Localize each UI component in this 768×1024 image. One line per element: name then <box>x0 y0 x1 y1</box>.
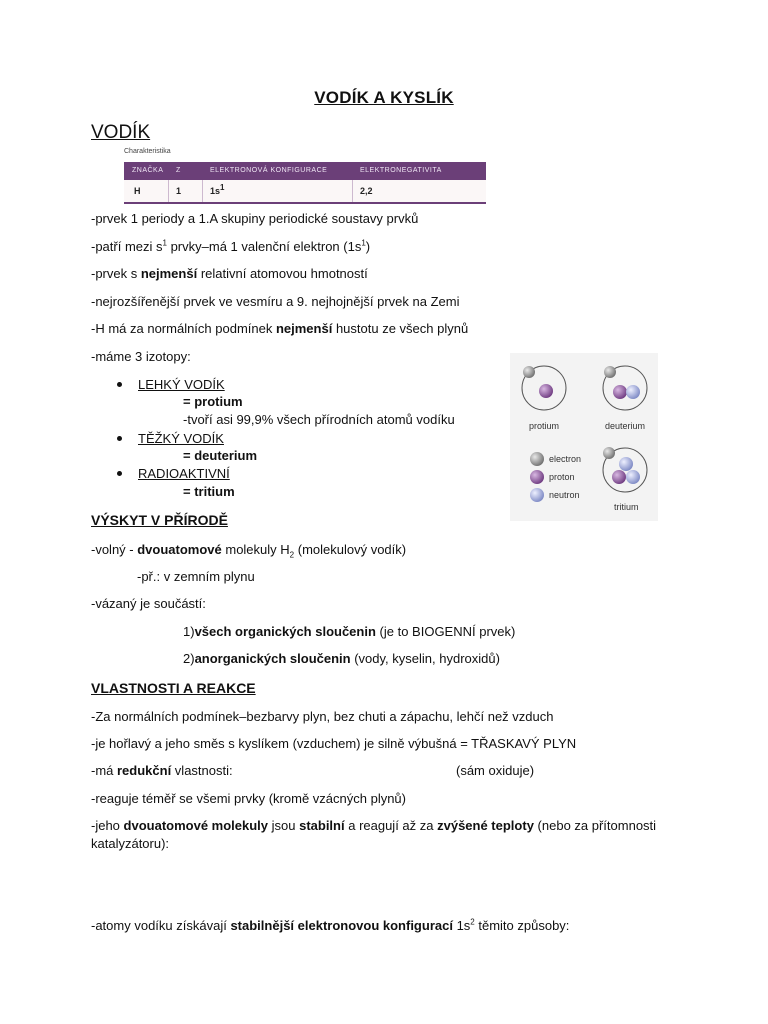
isotope-alias: = deuterium <box>183 448 258 463</box>
text-line: -volný - dvouatomové molekuly $H_2$ (molekulový vodík) <box>91 542 407 560</box>
legend-proton-swatch <box>530 470 544 484</box>
characteristics-table <box>120 146 486 206</box>
text-line: -je hořlavý a jeho směs s kyslíkem (vzduchem) je silně výbušná = TŘASKAVÝ PLYN <box>91 736 577 751</box>
table-caption: Charakteristika <box>124 148 171 155</box>
neutron-deuterium <box>626 385 640 399</box>
proton-deuterium <box>613 385 627 399</box>
isotope-name: RADIOAKTIVNÍ <box>138 466 230 481</box>
proton-protium <box>539 384 553 398</box>
text-line: -má redukční vlastnosti: <box>91 763 233 778</box>
text-line: 1)všech organických sloučenin (je to BIOGENNÍ prvek) <box>183 624 516 639</box>
isotope-name: LEHKÝ VODÍK <box>138 377 225 392</box>
table-cell-config: $1s^1$ <box>210 183 225 196</box>
table-header-cell: Z <box>176 167 181 174</box>
isotopes-diagram <box>510 353 658 521</box>
text-line: -H má za normálních podmínek nejmenší hustotu ze všech plynů <box>91 321 469 336</box>
label-protium: protium <box>529 421 560 431</box>
legend-neutron: neutron <box>549 490 580 500</box>
section-heading-vodik: VODÍK <box>91 122 151 143</box>
text-line: -př.: v zemním plynu <box>137 569 255 584</box>
text-line: -máme 3 izotopy: <box>91 349 191 364</box>
text-line: -vázaný je součástí: <box>91 596 206 611</box>
table-cell-electronegativity: 2,2 <box>360 186 373 196</box>
section-heading-occurrence: VÝSKYT V PŘÍRODĚ <box>91 512 228 528</box>
text-line: (sám oxiduje) <box>456 763 535 778</box>
isotope-alias: = tritium <box>183 484 235 499</box>
text-line: -Za normálních podmínek–bezbarvy plyn, bez chuti a zápachu, lehčí než vzduch <box>91 709 554 724</box>
label-tritium: tritium <box>614 502 639 512</box>
section-heading-properties: VLASTNOSTI A REAKCE <box>91 680 256 696</box>
table-header-cell: ELEKTRONEGATIVITA <box>360 167 442 174</box>
table-header-cell: ZNAČKA <box>132 167 164 174</box>
electron-protium <box>523 366 535 378</box>
legend-electron: electron <box>549 454 582 464</box>
bullet-icon <box>117 436 122 441</box>
table-cell-z: 1 <box>176 186 182 196</box>
legend-neutron-swatch <box>530 488 544 502</box>
text-line: -prvek 1 periody a 1.A skupiny periodické soustavy prvků <box>91 211 419 226</box>
text-line: -prvek s nejmenší relativní atomovou hmotností <box>91 266 368 281</box>
table-header-cell: ELEKTRONOVÁ KONFIGURACE <box>210 167 328 174</box>
bullet-icon <box>117 471 122 476</box>
isotope-note: -tvoří asi 99,9% všech přírodních atomů vodíku <box>183 412 455 427</box>
electron-tritium <box>603 447 615 459</box>
label-deuterium: deuterium <box>605 421 646 431</box>
legend-electron-swatch <box>530 452 544 466</box>
isotopes-figure <box>510 353 658 521</box>
legend-proton: proton <box>549 472 575 482</box>
text-line: -jeho dvouatomové molekuly jsou stabilní a reagují až za zvýšené teploty (nebo za přítomnosti <box>91 818 657 833</box>
bullet-icon <box>117 382 122 387</box>
isotope-alias: = protium <box>183 394 243 409</box>
text-line: -nejrozšířenější prvek ve vesmíru a 9. nejhojnější prvek na Zemi <box>91 294 460 309</box>
isotope-name: TĚŽKÝ VODÍK <box>138 431 224 446</box>
text-line: katalyzátoru): <box>91 836 170 851</box>
text-line: -atomy vodíku získávají stabilnější elektronovou konfigurací $1s^2$ těmito způsoby: <box>91 917 570 933</box>
electron-deuterium <box>604 366 616 378</box>
table-row <box>124 180 486 204</box>
text-line: -patří mezi $s^1$ prvky–má 1 valenční elektron $(1s^1)$ <box>91 238 371 254</box>
text-line: -reaguje téměř se všemi prvky (kromě vzácných plynů) <box>91 791 406 806</box>
table-cell-symbol: H <box>134 186 141 196</box>
text-line: 2)anorganických sloučenin (vody, kyselin, hydroxidů) <box>183 651 500 666</box>
document-title: VODÍK A KYSLÍK <box>314 88 454 107</box>
proton-tritium <box>612 470 626 484</box>
neutron-tritium <box>619 457 633 471</box>
neutron-tritium <box>626 470 640 484</box>
table-header-row <box>124 162 486 180</box>
